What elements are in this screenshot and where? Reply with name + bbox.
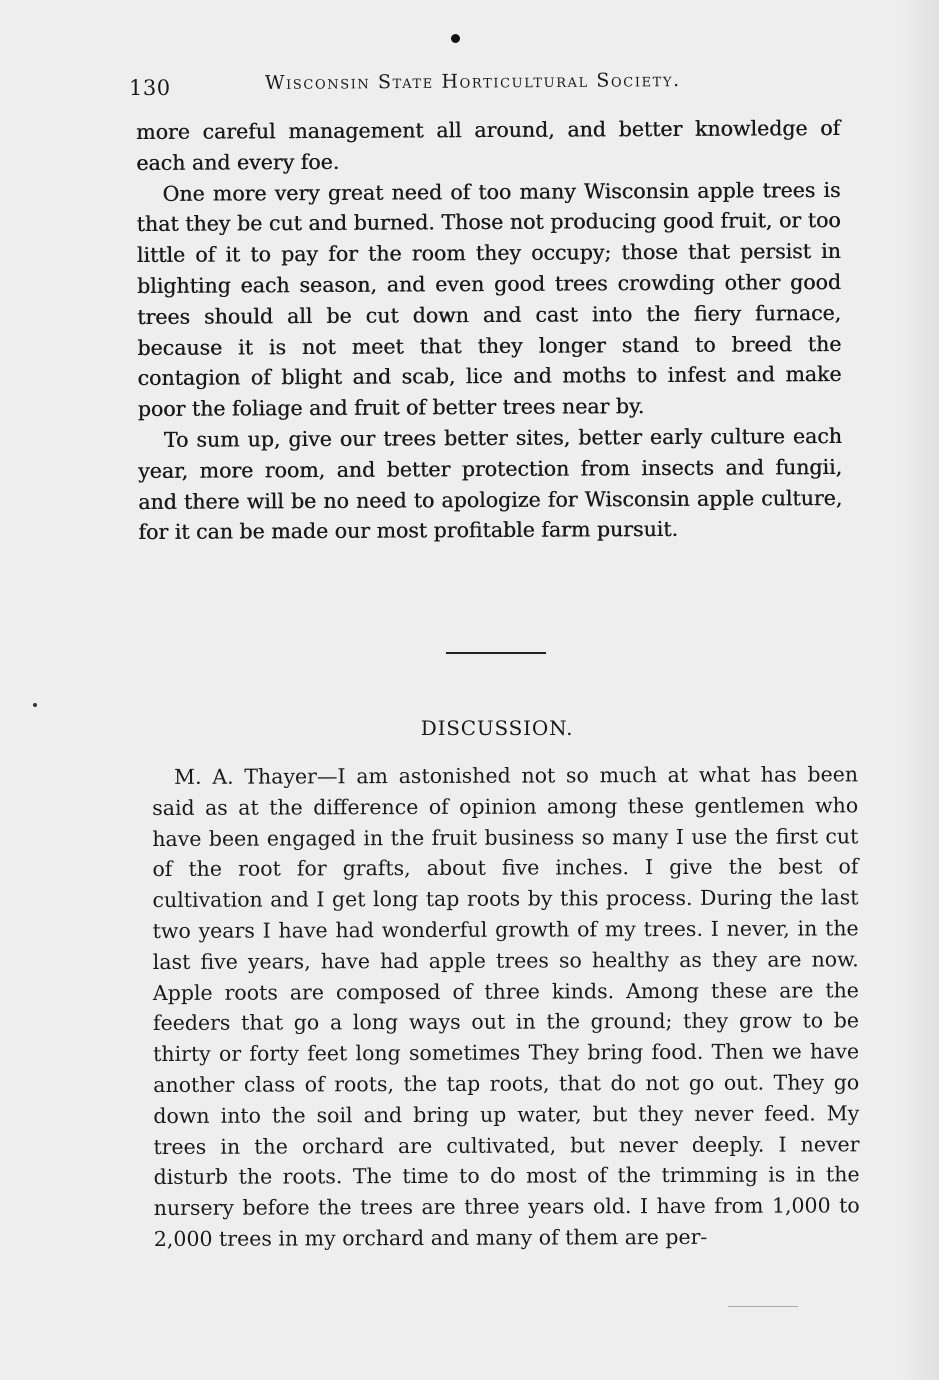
margin-speck [33, 703, 37, 707]
scan-smudge [728, 1306, 798, 1307]
paragraph-continued: more careful management all around, and better knowledge of each and every foe. [136, 115, 841, 175]
discussion-text-section [152, 759, 860, 1254]
paragraph-summary: To sum up, give our trees better sites, better early culture each year, more room, and better protection from insects and fungii, and there will be no need to apologize for Wisconsin apple culture, for it can be made our most profitable farm pursuit. [137, 423, 843, 545]
running-head: Wisconsin State Horticultural Society. [264, 69, 681, 94]
page-number: 130 [129, 76, 171, 100]
ink-dot-mark [451, 34, 460, 43]
page-edge-shadow [899, 0, 939, 1380]
body-text-section [136, 113, 842, 548]
discussion-heading: DISCUSSION. [420, 716, 574, 740]
paragraph-thayer-remarks: M. A. Thayer—I am astonished not so much at what has been said as at the difference of opinion among these gentlemen who have been engaged in the fruit business so many I use the first cut of the root for grafts, about five inches. I give the best of cultivation and I get long tap roots by this process. During the last two years I have had wonderful growth of my trees. I never, in the last five years, have had apple trees so healthy as they are now. Apple roots are composed of three kinds. Among these are the feeders that go a long ways out in the ground; they grow to be thirty or forty feet long sometimes They bring food. Then we have another class of roots, the tap roots, that do not go out. They go down into the soil and bring up water, but they never feed. My trees in the orchard are cultivated, but never deeply. I never disturb the roots. The time to do most of the trimming is in the nursery before the trees are three years old. I have from 1,000 to 2,000 trees in my orchard and many of them are per- [152, 762, 860, 1251]
paragraph-cut-and-burn: One more very great need of too many Wisconsin apple trees is that they be cut and burned. Those not producing good fruit, or too little of it to pay for the room they occupy; those that persist in blighting each season, and even good trees crowding other good trees should all be cut down and cast into the fiery furnace, because it is not meet that they longer stand to breed the contagion of blight and scab, lice and moths to infest and make poor the foliage and fruit of better trees near by. [136, 177, 842, 422]
section-divider-rule [446, 652, 546, 654]
